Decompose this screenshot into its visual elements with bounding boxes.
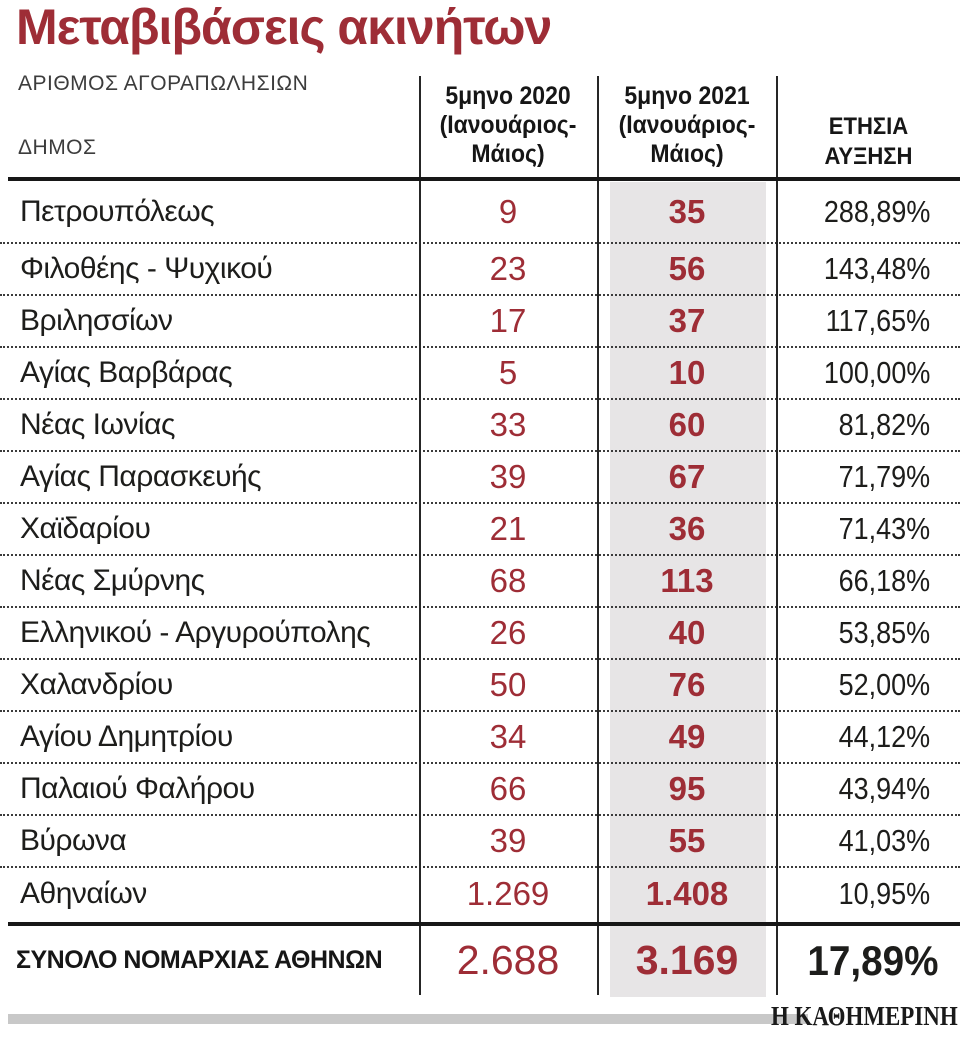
cell-municipality: Αθηναίων bbox=[20, 877, 147, 910]
cell-annual-increase: 52,00% bbox=[838, 667, 930, 702]
cell-municipality: Φιλοθέης - Ψυχικού bbox=[20, 252, 273, 285]
table-row bbox=[0, 660, 960, 712]
cell-2020: 17 bbox=[489, 302, 527, 339]
cell-2021: 36 bbox=[668, 510, 706, 547]
column-divider-1 bbox=[419, 76, 421, 995]
column-header-2021-line3: Μάιος) bbox=[650, 140, 724, 168]
column-header-2020-line3: Μάιος) bbox=[471, 140, 545, 168]
cell-annual-increase: 41,03% bbox=[838, 823, 930, 858]
cell-municipality: Αγίου Δημητρίου bbox=[20, 720, 233, 753]
cell-annual-increase: 117,65% bbox=[825, 303, 930, 338]
cell-2021: 113 bbox=[660, 562, 714, 599]
column-divider-2 bbox=[597, 76, 599, 995]
column-header-2020 bbox=[419, 82, 597, 169]
cell-2021: 67 bbox=[668, 458, 706, 495]
cell-2020: 1.269 bbox=[466, 875, 550, 912]
header-rule bbox=[8, 177, 960, 181]
cell-annual-increase: 288,89% bbox=[823, 193, 930, 229]
cell-2020: 50 bbox=[489, 666, 527, 703]
footer-divider-bar bbox=[8, 1014, 808, 1024]
cell-municipality: Βύρωνα bbox=[20, 824, 127, 857]
cell-municipality: Πετρουπόλεως bbox=[20, 194, 215, 228]
cell-annual-increase: 143,48% bbox=[823, 251, 930, 286]
cell-municipality: Χαϊδαρίου bbox=[20, 512, 151, 545]
cell-2021: 76 bbox=[668, 666, 706, 703]
total-annual-increase: 17,89% bbox=[806, 936, 938, 984]
cell-2021: 35 bbox=[668, 192, 706, 230]
table-row bbox=[0, 296, 960, 348]
total-value-2021: 3.169 bbox=[635, 937, 739, 983]
cell-2020: 23 bbox=[489, 250, 527, 287]
column-header-annual-increase bbox=[777, 112, 960, 172]
cell-2021: 55 bbox=[668, 822, 706, 859]
cell-annual-increase: 10,95% bbox=[838, 876, 930, 911]
table-body bbox=[0, 181, 960, 920]
cell-annual-increase: 100,00% bbox=[823, 355, 930, 390]
table-row bbox=[0, 608, 960, 660]
kathimerini-logo: Η ΚΑΘΗΜΕΡΙΝΗ bbox=[771, 1001, 958, 1031]
cell-2021: 1.408 bbox=[645, 875, 729, 912]
total-label: ΣΥΝΟΛΟ ΝΟΜΑΡΧΙΑΣ ΑΘΗΝΩΝ bbox=[16, 946, 383, 974]
cell-annual-increase: 66,18% bbox=[838, 563, 930, 598]
cell-municipality: Παλαιού Φαλήρου bbox=[20, 772, 255, 805]
cell-annual-increase: 53,85% bbox=[838, 615, 930, 650]
cell-2020: 39 bbox=[489, 458, 527, 495]
table-row bbox=[0, 816, 960, 868]
cell-2021: 40 bbox=[668, 614, 706, 651]
page-title: Μεταβιβάσεις ακινήτων bbox=[16, 0, 552, 55]
cell-municipality: Νέας Ιωνίας bbox=[20, 408, 175, 441]
cell-2021: 95 bbox=[668, 770, 706, 807]
table-row bbox=[0, 556, 960, 608]
table-row bbox=[0, 348, 960, 400]
cell-annual-increase: 43,94% bbox=[838, 771, 930, 806]
table-subtitle: ΑΡΙΘΜΟΣ ΑΓΟΡΑΠΩΛΗΣΙΩΝ bbox=[18, 72, 309, 95]
cell-2020: 26 bbox=[489, 614, 527, 651]
cell-2021: 10 bbox=[668, 354, 706, 391]
cell-2020: 5 bbox=[498, 354, 518, 391]
cell-municipality: Αγίας Βαρβάρας bbox=[20, 356, 233, 389]
column-header-municipality: ΔΗΜΟΣ bbox=[18, 136, 97, 159]
column-header-2020-line1: 5μηνο 2020 bbox=[445, 82, 571, 110]
cell-2020: 33 bbox=[489, 406, 527, 443]
column-header-annual-increase-line1: ΕΤΗΣΙΑ bbox=[828, 113, 909, 140]
cell-municipality: Χαλανδρίου bbox=[20, 668, 173, 701]
cell-municipality: Αγίας Παρασκευής bbox=[20, 460, 262, 493]
table-row bbox=[0, 181, 960, 244]
cell-2021: 56 bbox=[668, 250, 706, 287]
cell-annual-increase: 71,43% bbox=[838, 511, 930, 546]
cell-2020: 68 bbox=[489, 562, 527, 599]
cell-2020: 66 bbox=[489, 770, 527, 807]
cell-2021: 60 bbox=[668, 406, 706, 443]
column-header-annual-increase-line2: ΑΥΞΗΣΗ bbox=[824, 143, 913, 170]
cell-2021: 37 bbox=[668, 302, 706, 339]
column-header-2021-line1: 5μηνο 2021 bbox=[624, 82, 750, 110]
cell-annual-increase: 44,12% bbox=[838, 719, 930, 754]
table-row bbox=[0, 504, 960, 556]
total-row bbox=[0, 926, 960, 995]
total-rule bbox=[8, 922, 960, 926]
column-divider-3 bbox=[776, 76, 778, 995]
table-row bbox=[0, 764, 960, 816]
cell-municipality: Βριλησσίων bbox=[20, 304, 173, 337]
table-row bbox=[0, 452, 960, 504]
cell-annual-increase: 81,82% bbox=[838, 407, 930, 442]
cell-2020: 39 bbox=[489, 822, 527, 859]
cell-annual-increase: 71,79% bbox=[838, 459, 930, 494]
cell-municipality: Ελληνικού - Αργυρούπολης bbox=[20, 616, 371, 649]
column-header-2021 bbox=[597, 82, 777, 169]
cell-2021: 49 bbox=[668, 718, 706, 755]
table-row bbox=[0, 400, 960, 452]
column-header-2020-line2: (Ιανουάριος- bbox=[439, 111, 577, 139]
table-row bbox=[0, 712, 960, 764]
table-row bbox=[0, 244, 960, 296]
column-header-2021-line2: (Ιανουάριος- bbox=[618, 111, 756, 139]
cell-2020: 21 bbox=[489, 510, 527, 547]
cell-2020: 9 bbox=[498, 192, 518, 230]
table-row bbox=[0, 868, 960, 920]
total-value-2020: 2.688 bbox=[456, 937, 560, 983]
cell-2020: 34 bbox=[489, 718, 527, 755]
cell-municipality: Νέας Σμύρνης bbox=[20, 564, 205, 597]
